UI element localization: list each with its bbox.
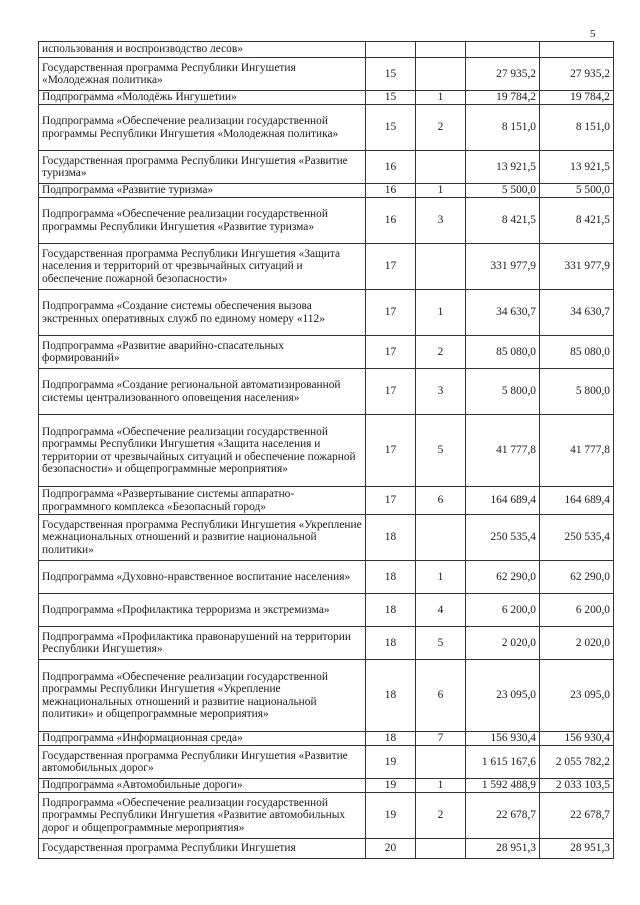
row-name: Подпрограмма «Создание региональной автоматизированной системы централизованного оповещения населения» xyxy=(39,369,366,415)
row-program-code: 17 xyxy=(366,244,416,290)
row-amount-2: 22 678,7 xyxy=(540,793,614,839)
row-subprogram-code: 4 xyxy=(416,594,466,627)
row-program-code: 16 xyxy=(366,184,416,198)
row-name: Подпрограмма «Профилактика правонарушений на территории Республики Ингушетия» xyxy=(39,627,366,660)
row-subprogram-code: 7 xyxy=(416,732,466,746)
row-amount-2: 331 977,9 xyxy=(540,244,614,290)
page-number: 5 xyxy=(590,28,596,40)
row-name: Подпрограмма «Обеспечение реализации государственной программы Республики Ингушетия «Развитие автомобильных дорог и общепрограммные мероприятия» xyxy=(39,793,366,839)
row-amount-1: 19 784,2 xyxy=(466,91,540,105)
row-amount-2: 2 020,0 xyxy=(540,627,614,660)
table-row xyxy=(39,290,614,336)
table-row xyxy=(39,487,614,515)
row-amount-2: 62 290,0 xyxy=(540,561,614,594)
row-name: Государственная программа Республики Ингушетия xyxy=(39,839,366,859)
row-program-code: 18 xyxy=(366,561,416,594)
table-row xyxy=(39,244,614,290)
row-name: Подпрограмма «Развертывание системы аппаратно-программного комплекса «Безопасный город» xyxy=(39,487,366,515)
row-name: Подпрограмма «Обеспечение реализации государственной программы Республики Ингушетия «Молодежная политика» xyxy=(39,105,366,151)
row-program-code: 15 xyxy=(366,58,416,91)
table-row xyxy=(39,779,614,793)
row-amount-1: 28 951,3 xyxy=(466,839,540,859)
row-amount-2: 23 095,0 xyxy=(540,660,614,732)
row-program-code: 16 xyxy=(366,151,416,184)
row-program-code xyxy=(366,42,416,58)
row-name: Государственная программа Республики Ингушетия «Защита населения и территорий от чрезвычайных ситуаций и обеспечение пожарной безопасности» xyxy=(39,244,366,290)
table-row xyxy=(39,660,614,732)
row-amount-1: 6 200,0 xyxy=(466,594,540,627)
row-amount-2: 250 535,4 xyxy=(540,515,614,561)
row-subprogram-code: 5 xyxy=(416,415,466,487)
row-program-code: 15 xyxy=(366,105,416,151)
table-row xyxy=(39,627,614,660)
row-program-code: 18 xyxy=(366,594,416,627)
row-subprogram-code: 3 xyxy=(416,198,466,244)
row-name: Государственная программа Республики Ингушетия «Молодежная политика» xyxy=(39,58,366,91)
row-subprogram-code xyxy=(416,151,466,184)
row-subprogram-code: 6 xyxy=(416,660,466,732)
row-amount-1: 164 689,4 xyxy=(466,487,540,515)
row-amount-1: 13 921,5 xyxy=(466,151,540,184)
row-amount-2: 156 930,4 xyxy=(540,732,614,746)
table-row xyxy=(39,793,614,839)
table-row xyxy=(39,594,614,627)
row-amount-1: 331 977,9 xyxy=(466,244,540,290)
table-row xyxy=(39,105,614,151)
row-amount-1: 23 095,0 xyxy=(466,660,540,732)
row-name: Государственная программа Республики Ингушетия «Укрепление межнациональных отношений и развитие национальной политики» xyxy=(39,515,366,561)
row-subprogram-code: 1 xyxy=(416,561,466,594)
row-program-code: 17 xyxy=(366,369,416,415)
row-amount-2 xyxy=(540,42,614,58)
row-amount-2: 27 935,2 xyxy=(540,58,614,91)
row-amount-2: 28 951,3 xyxy=(540,839,614,859)
row-amount-2: 8 421,5 xyxy=(540,198,614,244)
row-amount-1: 5 800,0 xyxy=(466,369,540,415)
table-row xyxy=(39,184,614,198)
row-program-code: 19 xyxy=(366,793,416,839)
row-amount-2: 5 800,0 xyxy=(540,369,614,415)
row-name: Государственная программа Республики Ингушетия «Развитие туризма» xyxy=(39,151,366,184)
table-row xyxy=(39,415,614,487)
row-name: Подпрограмма «Информационная среда» xyxy=(39,732,366,746)
table-row xyxy=(39,336,614,369)
row-amount-1: 8 151,0 xyxy=(466,105,540,151)
row-subprogram-code xyxy=(416,42,466,58)
table-row xyxy=(39,151,614,184)
row-amount-1: 85 080,0 xyxy=(466,336,540,369)
row-subprogram-code: 2 xyxy=(416,105,466,151)
row-amount-1: 5 500,0 xyxy=(466,184,540,198)
row-name: Подпрограмма «Обеспечение реализации государственной программы Республики Ингушетия «Укрепление межнациональных отношений и развитие национальной политики» и общепрограммные мероприятия» xyxy=(39,660,366,732)
row-name: Подпрограмма «Молодёжь Ингушетии» xyxy=(39,91,366,105)
table-row xyxy=(39,42,614,58)
row-name: Подпрограмма «Духовно-нравственное воспитание населения» xyxy=(39,561,366,594)
row-subprogram-code xyxy=(416,746,466,779)
row-amount-2: 6 200,0 xyxy=(540,594,614,627)
row-subprogram-code: 2 xyxy=(416,336,466,369)
row-subprogram-code: 2 xyxy=(416,793,466,839)
table-row xyxy=(39,746,614,779)
row-program-code: 18 xyxy=(366,627,416,660)
row-program-code: 17 xyxy=(366,290,416,336)
row-amount-1: 41 777,8 xyxy=(466,415,540,487)
table-row xyxy=(39,198,614,244)
row-amount-1 xyxy=(466,42,540,58)
row-program-code: 17 xyxy=(366,336,416,369)
row-program-code: 17 xyxy=(366,487,416,515)
table-row xyxy=(39,515,614,561)
row-subprogram-code xyxy=(416,839,466,859)
row-name: Подпрограмма «Развитие аварийно-спасательных формирований» xyxy=(39,336,366,369)
row-program-code: 16 xyxy=(366,198,416,244)
row-amount-1: 22 678,7 xyxy=(466,793,540,839)
row-program-code: 15 xyxy=(366,91,416,105)
row-subprogram-code: 1 xyxy=(416,91,466,105)
row-subprogram-code xyxy=(416,58,466,91)
row-program-code: 20 xyxy=(366,839,416,859)
row-amount-2: 41 777,8 xyxy=(540,415,614,487)
table-row xyxy=(39,732,614,746)
row-subprogram-code: 3 xyxy=(416,369,466,415)
row-amount-2: 19 784,2 xyxy=(540,91,614,105)
row-amount-2: 2 033 103,5 xyxy=(540,779,614,793)
row-program-code: 19 xyxy=(366,746,416,779)
row-subprogram-code: 1 xyxy=(416,290,466,336)
row-subprogram-code: 1 xyxy=(416,779,466,793)
row-amount-1: 8 421,5 xyxy=(466,198,540,244)
row-subprogram-code: 5 xyxy=(416,627,466,660)
row-name: Подпрограмма «Развитие туризма» xyxy=(39,184,366,198)
row-name: Подпрограмма «Обеспечение реализации государственной программы Республики Ингушетия «Защита населения и территории от чрезвычайных ситуаций и обеспечение пожарной безопасности» и общепрограммные мероприятия» xyxy=(39,415,366,487)
row-name: Подпрограмма «Создание системы обеспечения вызова экстренных оперативных служб по единому номеру «112» xyxy=(39,290,366,336)
table-row xyxy=(39,91,614,105)
row-name: Подпрограмма «Обеспечение реализации государственной программы Республики Ингушетия «Развитие туризма» xyxy=(39,198,366,244)
row-amount-1: 156 930,4 xyxy=(466,732,540,746)
budget-table-body xyxy=(39,42,614,859)
row-amount-1: 1 615 167,6 xyxy=(466,746,540,779)
row-amount-2: 13 921,5 xyxy=(540,151,614,184)
row-amount-2: 2 055 782,2 xyxy=(540,746,614,779)
row-amount-1: 250 535,4 xyxy=(466,515,540,561)
row-amount-2: 34 630,7 xyxy=(540,290,614,336)
row-name: использования и воспроизводство лесов» xyxy=(39,42,366,58)
row-amount-1: 1 592 488,9 xyxy=(466,779,540,793)
row-name: Подпрограмма «Автомобильные дороги» xyxy=(39,779,366,793)
row-name: Подпрограмма «Профилактика терроризма и экстремизма» xyxy=(39,594,366,627)
row-program-code: 18 xyxy=(366,660,416,732)
row-amount-2: 8 151,0 xyxy=(540,105,614,151)
row-name: Государственная программа Республики Ингушетия «Развитие автомобильных дорог» xyxy=(39,746,366,779)
row-amount-2: 85 080,0 xyxy=(540,336,614,369)
row-amount-2: 164 689,4 xyxy=(540,487,614,515)
row-subprogram-code xyxy=(416,244,466,290)
row-amount-1: 2 020,0 xyxy=(466,627,540,660)
budget-table xyxy=(38,41,614,859)
table-row xyxy=(39,369,614,415)
row-amount-2: 5 500,0 xyxy=(540,184,614,198)
row-program-code: 17 xyxy=(366,415,416,487)
row-amount-1: 27 935,2 xyxy=(466,58,540,91)
row-program-code: 18 xyxy=(366,515,416,561)
table-row xyxy=(39,839,614,859)
row-amount-1: 34 630,7 xyxy=(466,290,540,336)
row-program-code: 18 xyxy=(366,732,416,746)
table-row xyxy=(39,58,614,91)
row-program-code: 19 xyxy=(366,779,416,793)
row-subprogram-code xyxy=(416,515,466,561)
row-subprogram-code: 1 xyxy=(416,184,466,198)
row-amount-1: 62 290,0 xyxy=(466,561,540,594)
row-subprogram-code: 6 xyxy=(416,487,466,515)
table-row xyxy=(39,561,614,594)
